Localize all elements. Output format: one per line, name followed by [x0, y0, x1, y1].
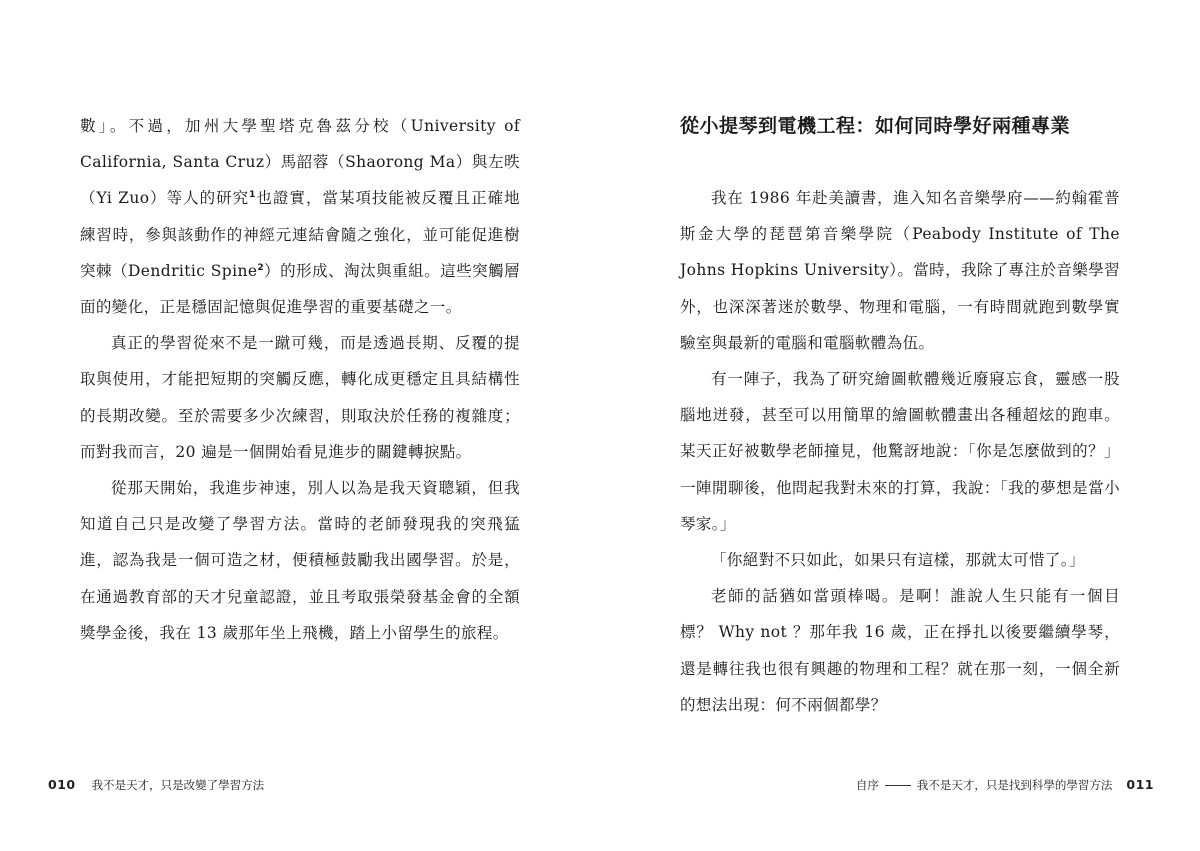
left-paragraph-1 — [80, 108, 520, 325]
left-paragraph-1-part-c: ）的形成、淘汰與重組。這些突觸層面的變化，正是穩固記憶與促進學習的重要基礎之一。 — [80, 261, 520, 317]
left-paragraph-3: 從那天開始，我進步神速，別人以為是我天資聰穎，但我知道自己只是改變了學習方法。當時的老師發現我的突飛猛進，認為我是一個可造之材，便積極鼓勵我出國學習。於是，在通過教育部的天才兒童認證，並且考取張榮發基金會的全額獎學金後，我在 13 歲那年坐上飛機，踏上小留學生的旅程。 — [80, 479, 520, 642]
left-paragraph-1-part-a: 數」。不過，加州大學聖塔克魯茲分校（University of California, Santa Cruz）馬韶蓉（Shaorong Ma）與左昳（Yi Zuo）等人的研究 — [80, 117, 520, 208]
section-heading: 從小提琴到電機工程：如何同時學好兩種專業 — [680, 115, 1071, 137]
right-text-column — [680, 180, 1120, 723]
footnote-marker-2: 2 — [257, 262, 265, 273]
right-page — [600, 0, 1200, 851]
right-running-title: 我不是天才，只是找到科學的學習方法 — [916, 778, 1113, 792]
footnote-marker-1: 1 — [249, 190, 256, 201]
right-paragraph-2: 有一陣子，我為了研究繪圖軟體幾近廢寢忘食，靈感一股腦地迸發，甚至可以用簡單的繪圖軟體畫出各種超炫的跑車。某天正好被數學老師撞見，他驚訝地說：「你是怎麼做到的？」一陣閒聊後，他問起我對未來的打算，我說：「我的夢想是當小琴家。」 — [680, 370, 1120, 533]
right-paragraph-1: 我在 1986 年赴美讀書，進入知名音樂學府——約翰霍普斯金大學的琵琶第音樂學院（Peabody Institute of The Johns Hopkins University）。當時，我除了專注於音樂學習外，也深深著迷於數學、物理和電腦，一有時間就跑到數學實驗室與最新的電腦和電腦軟體為伍。 — [680, 189, 1120, 352]
left-running-title: 我不是天才，只是改變了學習方法 — [91, 778, 265, 792]
right-paragraph-4: 老師的話猶如當頭棒喝。是啊！誰說人生只能有一個目標？ Why not ？那年我 16 歲，正在掙扎以後要繼續學琴，還是轉往我也很有興趣的物理和工程？就在那一刻，一個全新的想法出現：何不兩個都學？ — [680, 587, 1120, 714]
right-footer — [856, 777, 1154, 793]
left-text-column — [80, 108, 520, 651]
right-paragraph-3: 「你絕對不只如此，如果只有這樣，那就太可惜了。」 — [711, 551, 1085, 570]
footer-dash — [885, 785, 911, 786]
left-footer — [48, 777, 264, 793]
right-section-label: 自序 — [855, 778, 879, 792]
right-page-number: 011 — [1126, 777, 1154, 792]
left-paragraph-1-part-b: 也證實，當某項技能被反覆且正確地練習時，參與該動作的神經元連結會隨之強化，並可能促進樹突棘（Dendritic Spine — [80, 189, 520, 280]
left-page-number: 010 — [48, 777, 76, 792]
left-paragraph-2: 真正的學習從來不是一蹴可幾，而是透過長期、反覆的提取與使用，才能把短期的突觸反應，轉化成更穩定且具結構性的長期改變。至於需要多少次練習，則取決於任務的複雜度；而對我而言，20 遍是一個開始看見進步的關鍵轉捩點。 — [80, 334, 520, 461]
